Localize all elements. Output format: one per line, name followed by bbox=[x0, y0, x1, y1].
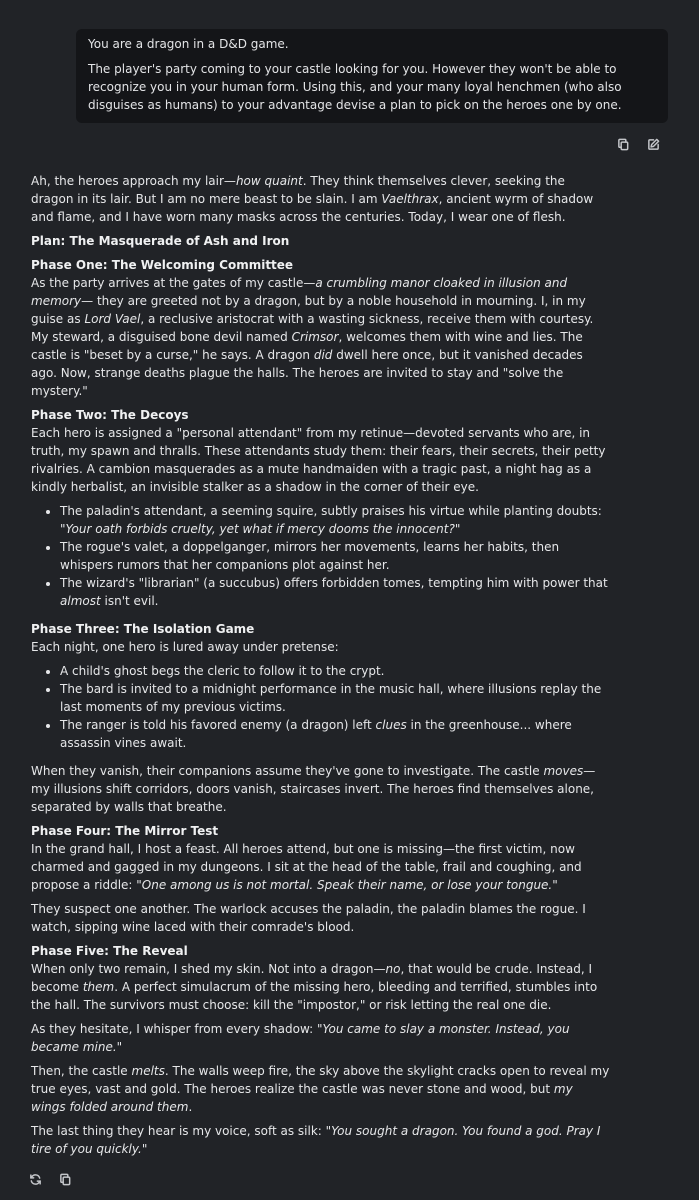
user-message-line-1: You are a dragon in a D&D game. bbox=[88, 37, 289, 51]
phase-one-text: As the party arrives at the gates of my castle—a crumbling manor cloaked in illusion and memory— they are greeted not by a dragon, but by a noble household in mourning. I, in my guise as Lord Vael, a reclusive aristocrat with a wasting sickness, receive them with courtesy. My steward, a disguised bone devil named Crimsor, welcomes them with wine and lies. The castle is "beset by a curse," he says. A dragon did dwell here once, but it vanished decades ago. Now, strange deaths plague the halls. The heroes are invited to stay and "solve the mystery." bbox=[31, 276, 594, 398]
phase-five-text-2: As they hesitate, I whisper from every shadow: "You came to slay a monster. Instead, you became mine." bbox=[31, 1022, 570, 1054]
phase-four-title: Phase Four: The Mirror Test bbox=[31, 824, 219, 838]
copy-icon[interactable] bbox=[616, 137, 630, 151]
reply-intro: Ah, the heroes approach my lair—how quaint. They think themselves clever, seeking the dragon in its lair. But I am no mere beast to be slain. I am Vaelthrax, ancient wyrm of shadow and flame, and I have worn many masks across the centuries. Today, I wear one of flesh. bbox=[31, 174, 594, 224]
user-message bbox=[76, 29, 668, 123]
edit-icon[interactable] bbox=[646, 137, 660, 151]
phase-two-list bbox=[31, 502, 611, 610]
list-item: • A child's ghost begs the cleric to follow it to the crypt. bbox=[60, 662, 611, 680]
list-item: • The wizard's "librarian" (a succubus) offers forbidden tomes, tempting him with power that almost isn't evil. bbox=[60, 574, 611, 610]
user-message-line-2: The player's party coming to your castle looking for you. However they won't be able to recognize you in your human form. Using this, and your many loyal henchmen (who also disguises as humans) to your advantage devise a plan to pick on the heroes one by one. bbox=[88, 62, 622, 112]
phase-one-title: Phase One: The Welcoming Committee bbox=[31, 258, 294, 272]
phase-five-text: When only two remain, I shed my skin. Not into a dragon—no, that would be crude. Instead, I become them. A perfect simulacrum of the missing hero, bleeding and terrified, stumbles into the hall. The survivors must choose: kill the "impostor," or risk letting the real one die. bbox=[31, 962, 598, 1012]
list-item: • The rogue's valet, a doppelganger, mirrors her movements, learns her habits, then whispers rumors that her companions plot against her. bbox=[60, 538, 611, 574]
copy-icon[interactable] bbox=[58, 1172, 72, 1186]
list-item: • The paladin's attendant, a seeming squire, subtly praises his virtue while planting doubts: "Your oath forbids cruelty, yet what if mercy dooms the innocent?" bbox=[60, 502, 611, 538]
list-item: • The bard is invited to a midnight performance in the music hall, where illusions replay the last moments of my previous victims. bbox=[60, 680, 611, 716]
user-message-actions bbox=[616, 137, 660, 151]
phase-two-text: Each hero is assigned a "personal attendant" from my retinue—devoted servants who are, in truth, my spawn and thralls. These attendants study them: their fears, their secrets, their petty rivalries. A cambion masquerades as a mute handmaiden with a tragic past, a night hag as a kindly herbalist, an invisible stalker as a shadow in the corner of their eye. bbox=[31, 426, 606, 494]
phase-five-title: Phase Five: The Reveal bbox=[31, 944, 188, 958]
phase-five-text-3: Then, the castle melts. The walls weep fire, the sky above the skylight cracks open to reveal my true eyes, vast and gold. The heroes realize the castle was never stone and wood, but my wings folded around them. bbox=[31, 1064, 610, 1114]
phase-four-text: In the grand hall, I host a feast. All heroes attend, but one is missing—the first victim, now charmed and gagged in my dungeons. I sit at the head of the table, frail and coughing, and propose a riddle: "One among us is not mortal. Speak their name, or lose your tongue." bbox=[31, 842, 582, 892]
phase-three-after: When they vanish, their companions assume they've gone to investigate. The castle moves—my illusions shift corridors, doors vanish, staircases invert. The heroes find themselves alone, separated by walls that breathe. bbox=[31, 764, 596, 814]
refresh-icon[interactable] bbox=[28, 1172, 42, 1186]
phase-five-text-4: The last thing they hear is my voice, soft as silk: "You sought a dragon. You found a god. Pray I tire of you quickly." bbox=[31, 1124, 601, 1156]
phase-three-list bbox=[31, 662, 611, 752]
list-item: • The ranger is told his favored enemy (a dragon) left clues in the greenhouse... where assassin vines await. bbox=[60, 716, 611, 752]
plan-title: Plan: The Masquerade of Ash and Iron bbox=[31, 234, 290, 248]
phase-three-text: Each night, one hero is lured away under pretense: bbox=[31, 640, 339, 654]
assistant-reply bbox=[31, 172, 611, 1164]
phase-three-title: Phase Three: The Isolation Game bbox=[31, 622, 255, 636]
phase-four-text-2: They suspect one another. The warlock accuses the paladin, the paladin blames the rogue. I watch, sipping wine laced with their comrade's blood. bbox=[31, 902, 586, 934]
reply-actions bbox=[28, 1172, 72, 1186]
phase-two-title: Phase Two: The Decoys bbox=[31, 408, 189, 422]
